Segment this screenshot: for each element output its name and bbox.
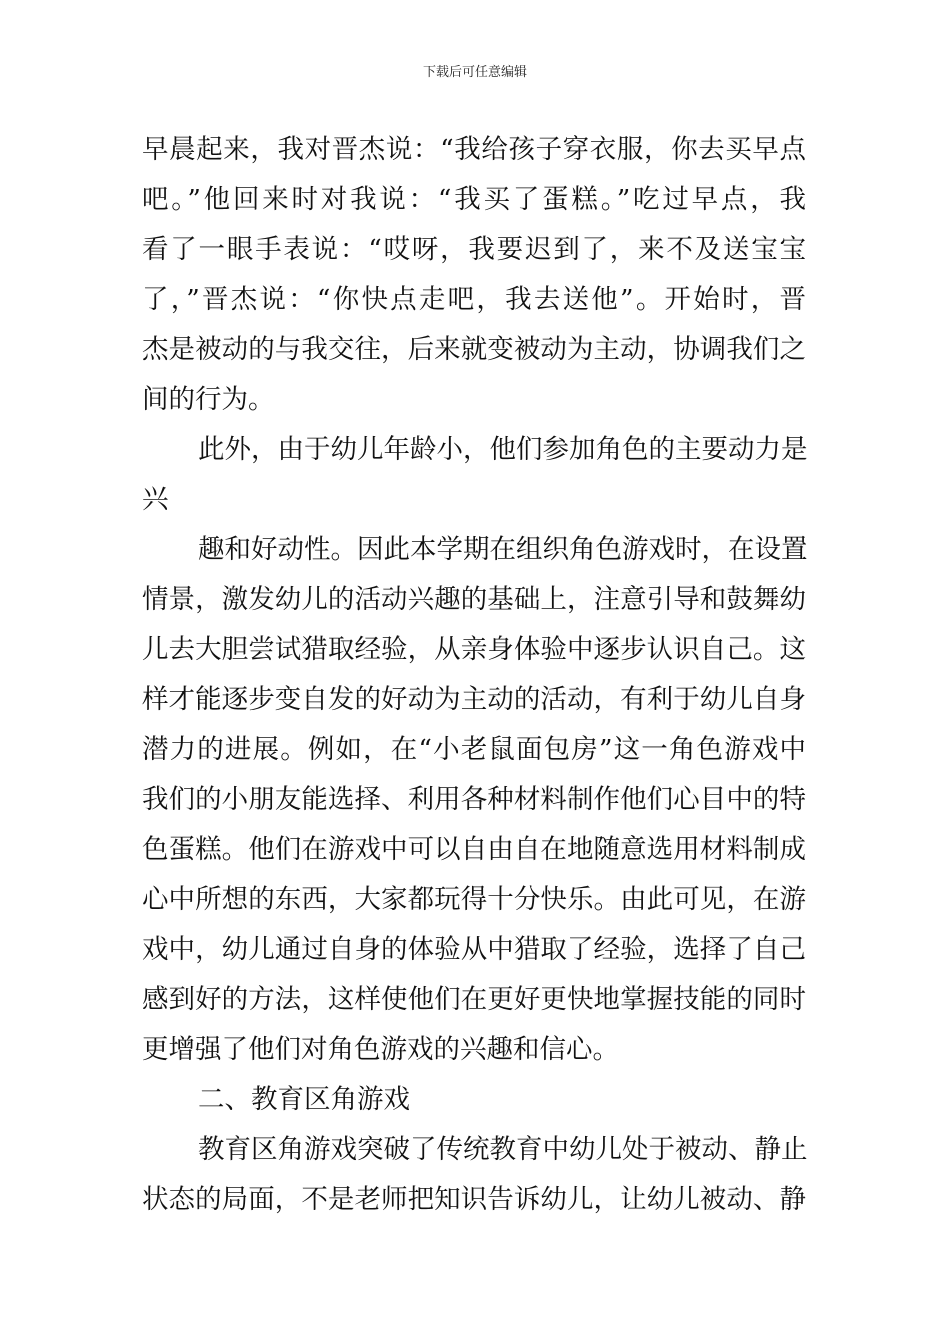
text-line: 看了一眼手表说：“哎呀，我要迟到了，来不及送宝宝 xyxy=(142,234,806,265)
text-line: 心中所想的东西，大家都玩得十分快乐。由此可见，在游 xyxy=(142,884,806,915)
text-line: 情景，激发幼儿的活动兴趣的基础上，注意引导和鼓舞幼 xyxy=(142,584,806,615)
text-line: 我们的小朋友能选择、利用各种材料制作他们心目中的特 xyxy=(142,784,806,815)
text-line: 此外，由于幼儿年龄小，他们参加角色的主要动力是 xyxy=(198,434,808,465)
text-line: 了，”晋杰说：“你快点走吧，我去送他”。开始时，晋 xyxy=(142,284,806,315)
text-line: 样才能逐步变自发的好动为主动的活动，有利于幼儿自身 xyxy=(142,684,806,715)
text-line: 色蛋糕。他们在游戏中可以自由自在地随意选用材料制成 xyxy=(142,834,806,865)
text-line: 感到好的方法，这样使他们在更好更快地掌握技能的同时 xyxy=(142,984,806,1015)
text-line: 潜力的进展。例如，在“小老鼠面包房”这一角色游戏中 xyxy=(142,734,806,765)
text-line: 间的行为。 xyxy=(142,384,275,415)
section-heading: 二、教育区角游戏 xyxy=(198,1084,410,1115)
text-line: 戏中，幼儿通过自身的体验从中猎取了经验，选择了自己 xyxy=(142,934,806,965)
text-line: 吧。”他回来时对我说：“我买了蛋糕。”吃过早点，我 xyxy=(142,184,806,215)
text-line: 教育区角游戏突破了传统教育中幼儿处于被动、静止 xyxy=(198,1134,808,1165)
text-line: 状态的局面，不是老师把知识告诉幼儿，让幼儿被动、静 xyxy=(142,1184,806,1215)
text-line: 兴 xyxy=(142,484,169,515)
page-header: 下载后可任意编辑 xyxy=(422,65,527,80)
text-line: 早晨起来，我对晋杰说：“我给孩子穿衣服，你去买早点 xyxy=(142,134,806,165)
text-line: 更增强了他们对角色游戏的兴趣和信心。 xyxy=(142,1034,619,1065)
text-line: 儿去大胆尝试猎取经验，从亲身体验中逐步认识自己。这 xyxy=(142,634,806,665)
text-line: 杰是被动的与我交往，后来就变被动为主动，协调我们之 xyxy=(142,334,806,365)
text-line: 趣和好动性。因此本学期在组织角色游戏时，在设置 xyxy=(198,534,808,565)
